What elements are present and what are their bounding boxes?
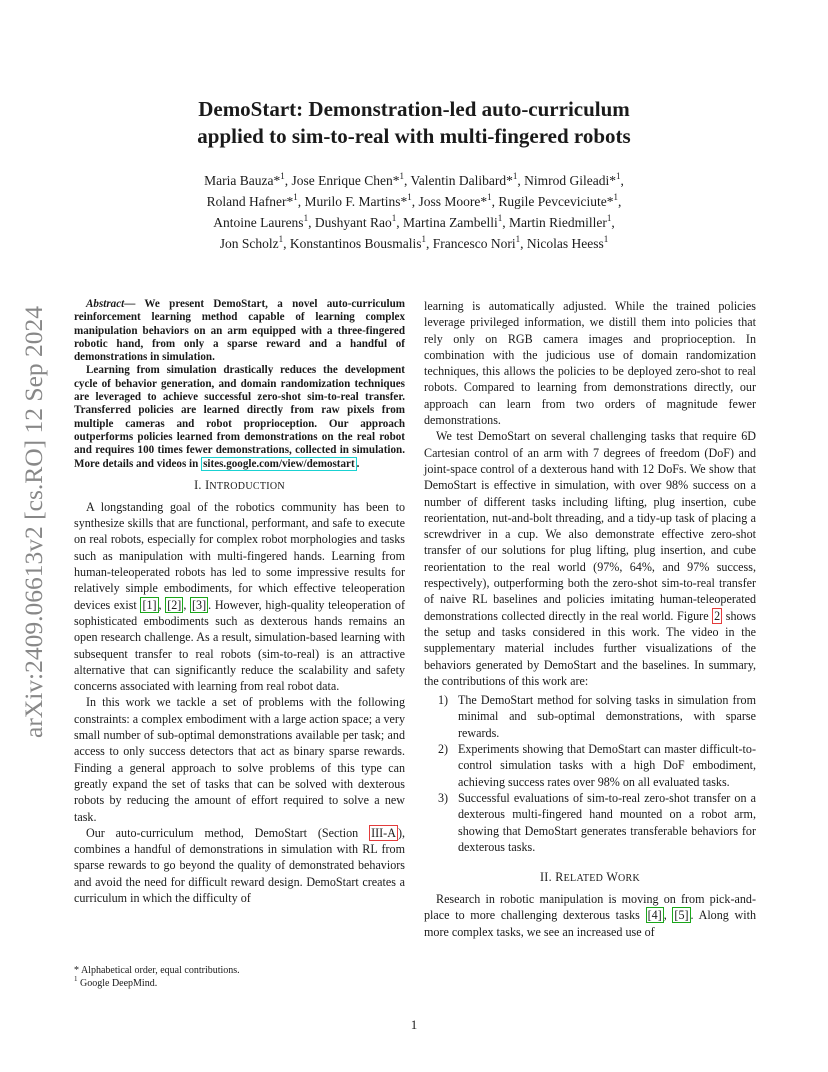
intro-paragraph-2: In this work we tackle a set of problems with the following constraints: a complex embodiment with a large action space; a very small number of sub-optimal demonstrations available per task; and access to only success detectors that act as binary sparse rewards. Finding a general approach to solve problems of this type can greatly expand the set of tasks that can be solved with dexterous robots by reducing the amount of effort required to solve a new task. [74,695,405,824]
page-number: 1 [410,1017,418,1032]
contribution-text: The DemoStart method for solving tasks in simulation from minimal and sub-optimal demonstrations, with sparse rewards. [458,693,756,740]
citation-link[interactable]: [1] [142,597,157,612]
affiliation-marker: 1 [421,233,427,244]
title-line: DemoStart: Demonstration-led auto-curriculum [198,97,630,121]
author-name: Nicolas Heess [526,236,604,251]
affiliation-marker: 1 [399,170,404,181]
footnotes [74,964,404,990]
list-number: 1) [438,693,449,708]
author-list [0,170,828,254]
author-name: Maria Bauza* [204,173,281,188]
author-name: Francesco Nori [432,236,516,251]
section-reference-link[interactable]: III-A [371,825,396,840]
author-name: Jose Enrique Chen* [291,173,400,188]
right-column [424,298,756,940]
affiliation-marker: 1 [391,212,397,223]
intro-paragraph-5: We test DemoStart on several challenging tasks that require 6D Cartesian control of an arm with 7 degrees of freedom (DoF) and joint-space control of a dexterous hand with 12 DoFs. We show that DemoStart is effective in simulation, with over 98% success on a number of different tasks including lifting, plug insertion, cube reorientation, nut-and-bolt threading, and a tidy-up task of placing a screwdriver in a cup. We also demonstrate effective zero-shot transfer of our solutions for plug lifting, plug insertion, and cube reorientation to the real world (97%, 64%, and 97% success, respectively), outperforming both the zero-shot sim-to-real transfer of naive RL baselines and policies imitating human-teleoperated demonstrations collected directly in the real world. Figure 2 shows the setup and tasks considered in this work. The video in the supplementary material includes further visualizations of the behaviors generated by DemoStart and the baselines. In summary, the contributions of this work are: [424,429,756,688]
list-number: 3) [438,790,449,805]
affiliation-marker: 1 [512,170,518,181]
section-heading-introduction: I. INTRODUCTION [194,477,285,492]
section-heading-related-work: II. RELATED WORK [539,870,641,885]
affiliation-marker: 1 [603,233,609,244]
contributions-list [424,692,756,855]
list-number: 2) [438,742,449,757]
citation-link[interactable]: [4] [647,908,662,923]
author-name: Martina Zambelli [402,215,498,230]
abstract-label: Abstract [86,298,125,310]
author-name: Antoine Laurens [213,215,304,230]
affiliation-marker: 1 [303,212,309,223]
intro-paragraph-4: learning is automatically adjusted. While the trained policies leverage privileged information, we distill them into policies that rely only on RGB camera images and proprioception. In combination with the judicious use of domain randomization techniques, this allows the policies to be deployed zero-shot to real robots. Compared to learning from demonstrations directly, our approach can learn from two orders of magnitude fewer demonstrations. [424,299,756,428]
related-work-paragraph-1: Research in robotic manipulation is moving on from pick-and-place to more challenging dexterous tasks [4] , [5] . Along with more complex tasks, we see an increased use of [424,892,757,939]
author-name: Murilo F. Martins* [304,194,408,209]
author-name: Jon Scholz [219,236,279,251]
intro-paragraph-1: A longstanding goal of the robotics community has been to synthesize skills that are functional, performant, and safe to execute on real robots, especially for complex robot morphologies and tasks such as manipulation with multi-fingered hands. Learning from human-teleoperated robots has led to some impressive results for relatively simple embodiments, for which effective teleoperation devices exist [1] , [2] , [3] . However, high-quality teleoperation of sophisticated embodiments such as dexterous hands remains an open research challenge. As a result, simulation-based learning with subsequent transfer to real robots (sim-to-real) is an attractive alternative that can significantly reduce the scalability and safety concerns associated with learning from real robot data. [74,499,405,694]
author-name: Konstantinos Bousmalis [289,236,422,251]
citation-link[interactable]: [5] [674,908,689,923]
affiliation-marker: 1 [293,191,298,202]
affiliation-marker: 1 [280,170,285,181]
affiliation-marker: 1 [615,170,621,181]
paper-title [0,96,828,150]
affiliation-marker: 1 [613,191,619,202]
citation-link[interactable]: [2] [167,597,182,612]
author-name: Rugile Pevceviciute* [498,194,614,209]
affiliation-marker: 1 [278,233,284,244]
author-name: Nimrod Gileadi* [524,173,616,188]
intro-paragraph-3: Our auto-curriculum method, DemoStart (Section III-A ), combines a handful of demonstrations in simulation with RL from sparse rewards to go beyond the quality of demonstrated behaviors and avoid the need for difficult reward design. DemoStart creates a curriculum in which the difficulty of [74,825,405,905]
contribution-item [424,741,756,790]
contribution-item [424,692,756,741]
author-name: Martin Riedmiller [509,215,607,230]
affiliation-marker: 1 [487,191,492,202]
author-name: Dushyant Rao [314,215,392,230]
author-line: Maria Bauza*$^1$, Jose Enrique Chen*$^1$, Valentin Dalibard*$^1$, Nimrod Gileadi*$^1$, [204,170,624,188]
affiliation-marker: 1 [606,212,612,223]
figure-reference-link[interactable]: 2 [714,608,721,623]
arxiv-identifier: arXiv:2409.06613v2 [cs.RO] 12 Sep 2024 [19,305,48,738]
affiliation-marker: 1 [497,212,503,223]
affiliation-marker: 1 [407,191,412,202]
affiliation-marker: 1 [515,233,521,244]
author-name: Joss Moore* [418,194,488,209]
project-website-link[interactable]: sites.google.com/view/demostart [203,457,355,470]
citation-link[interactable]: [3] [192,597,207,612]
author-line: Antoine Laurens$^1$, Dushyant Rao$^1$, Martina Zambelli$^1$, Martin Riedmiller$^1$, [213,212,615,230]
author-line: Jon Scholz$^1$, Konstantinos Bousmalis$^1$, Francesco Nori$^1$, Nicolas Heess$^1$ [219,233,609,251]
left-column [74,298,405,906]
contribution-text: Experiments showing that DemoStart can master difficult-to-control simulation tasks with a high DoF embodiment, achieving success rates over 98% on all evaluated tasks. [458,742,756,789]
author-name: Roland Hafner* [206,194,294,209]
footnote-affiliation: $^1$ Google DeepMind. [74,974,158,989]
title-line: applied to sim-to-real with multi-fingered robots [197,124,631,148]
abstract: Abstract— We present DemoStart, a novel auto-curriculum reinforcement learning method capable of learning complex manipulation behaviors on an arm equipped with a three-fingered robotic hand, from only a sparse reward and a handful of demonstrations in simulation. Learning from simulation drastically reduces the development cycle of behavior generation, and domain randomization techniques are leveraged to achieve successful zero-shot sim-to-real transfer. Transferred policies are learned directly from raw pixels from multiple cameras and robot proprioception. Our approach outperforms policies learned from demonstrations on the real robot and requires 100 times fewer demonstrations, collected in simulation. More details and videos in sites.google.com/view/demostart . [74,298,405,470]
author-line: Roland Hafner*$^1$, Murilo F. Martins*$^1$, Joss Moore*$^1$, Rugile Pevceviciute*$^1$, [206,191,622,209]
author-name: Valentin Dalibard* [410,173,513,188]
contribution-text: Successful evaluations of sim-to-real zero-shot transfer on a dexterous multi-fingered hand mounted on a robot arm, showing that DemoStart generates transferable behaviors for dexterous tasks. [458,790,756,854]
footnote-equal-contribution: * Alphabetical order, equal contributions. [74,965,240,976]
contribution-item [424,790,756,855]
